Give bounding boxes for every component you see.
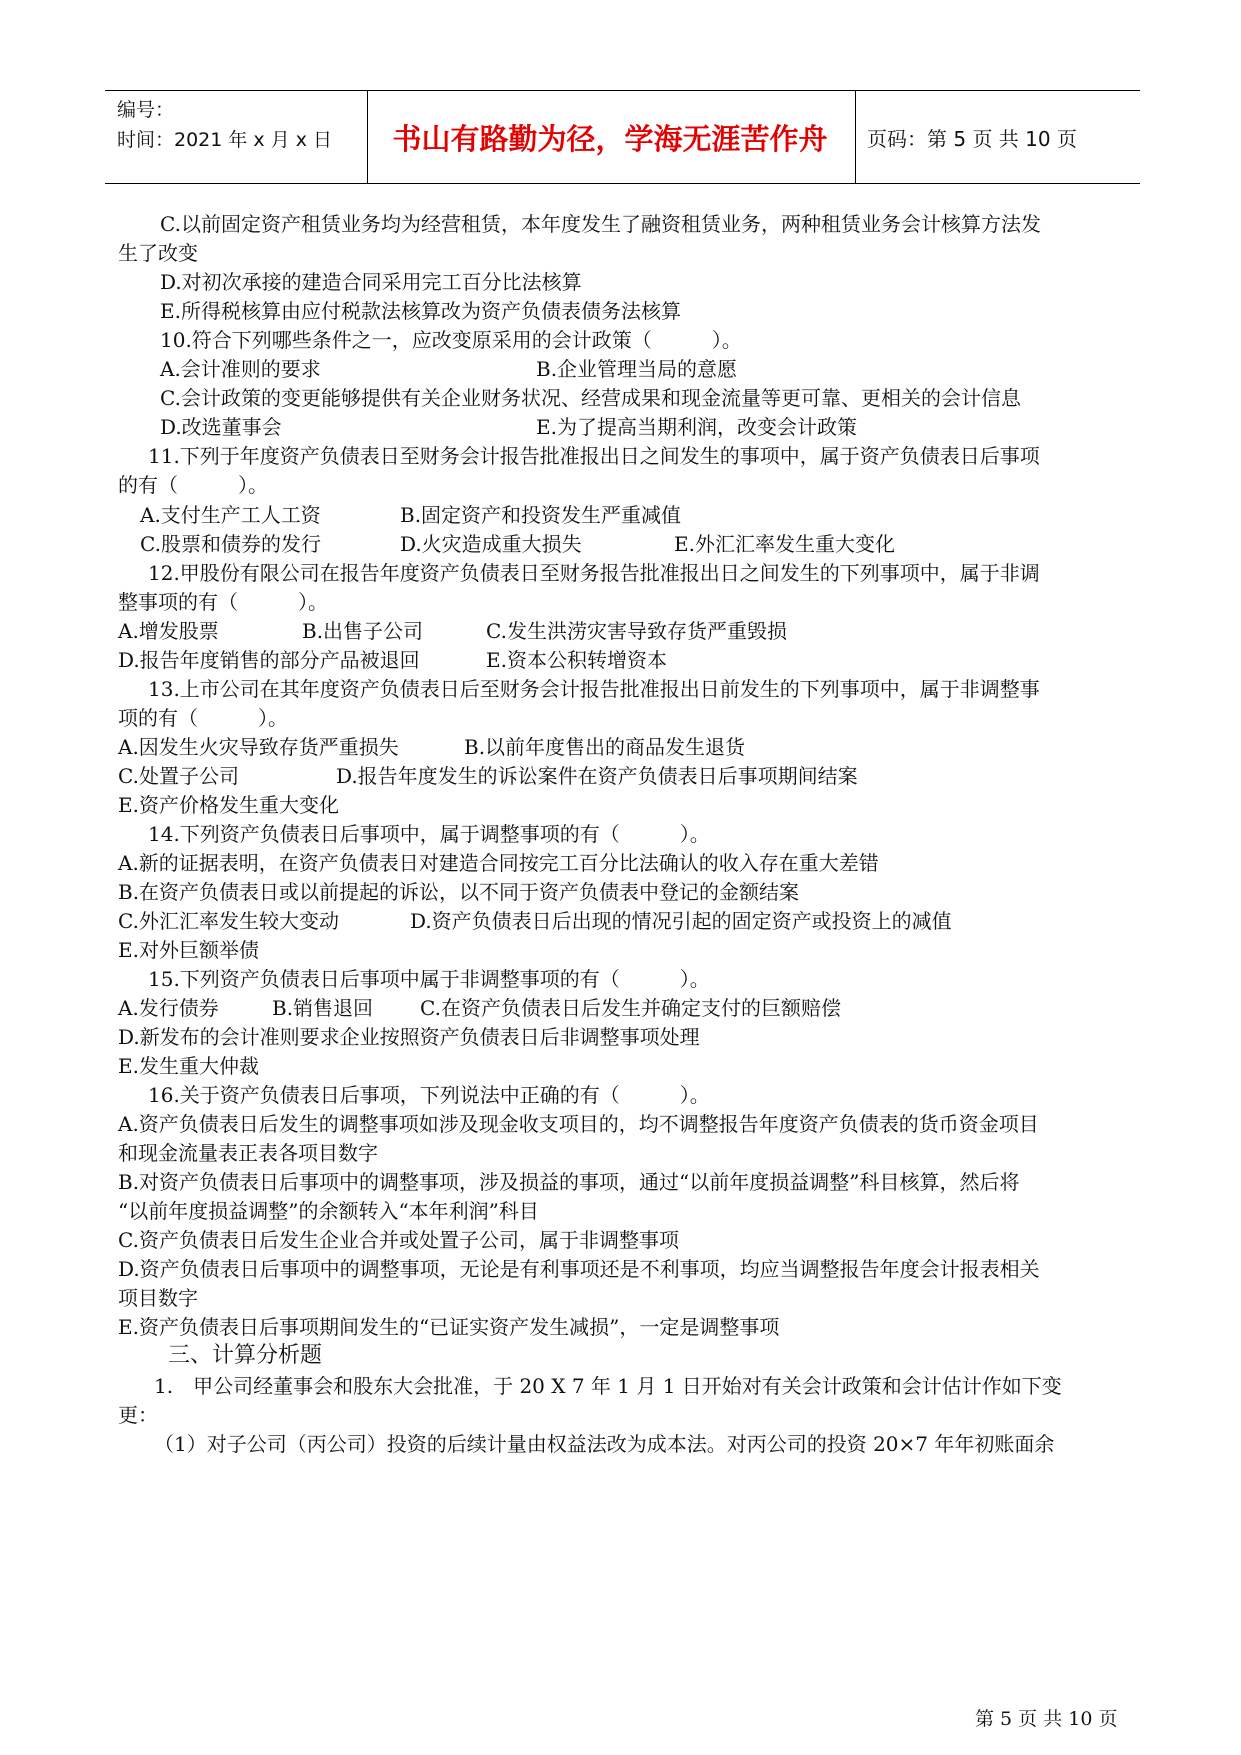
text-line: “以前年度损益调整”的余额转入“本年利润”科目 (118, 1199, 539, 1223)
document-time-label: 时间：2021 年 x 月 x 日 (117, 129, 333, 151)
calc-question-1: 1. 甲公司经董事会和股东大会批准，于 20 X 7 年 1 月 1 日开始对有关会计政策和会计估计作如下变 (154, 1374, 1062, 1398)
option: D.改选董事会 (160, 415, 282, 439)
question-10: 10.符合下列哪些条件之一，应改变原采用的会计政策（ ）。 (160, 328, 742, 352)
option: B.出售子公司 (302, 619, 424, 643)
text-line: 更： (118, 1403, 158, 1427)
option: C.外汇汇率发生较大变动 (118, 909, 339, 933)
page-header (105, 90, 1140, 184)
option: A.发行债券 (118, 996, 219, 1020)
option: E.为了提高当期利润，改变会计政策 (536, 415, 857, 439)
option: B.以前年度售出的商品发生退货 (464, 735, 746, 759)
question-14: 14.下列资产负债表日后事项中，属于调整事项的有（ ）。 (148, 822, 710, 846)
option: C.处置子公司 (118, 764, 239, 788)
option: A.会计准则的要求 (160, 357, 321, 381)
document-number-label: 编号： (117, 99, 175, 121)
option: B.销售退回 (272, 996, 374, 1020)
header-meta (117, 95, 332, 155)
header-motto: 书山有路勤为径，学海无涯苦作舟 (392, 121, 828, 156)
option: E.发生重大仲裁 (118, 1054, 259, 1078)
option: B.在资产负债表日或以前提起的诉讼，以不同于资产负债表中登记的金额结案 (118, 880, 800, 904)
page-footer: 第 5 页 共 10 页 (975, 1708, 1118, 1730)
option: D.资产负债表日后出现的情况引起的固定资产或投资上的减值 (410, 909, 952, 933)
option: B.对资产负债表日后事项中的调整事项，涉及损益的事项，通过“以前年度损益调整”科目核算，然后将 (118, 1170, 1020, 1194)
text-line: 和现金流量表正表各项目数字 (118, 1141, 378, 1165)
text-line: 生了改变 (118, 241, 198, 265)
option: E.外汇汇率发生重大变化 (674, 532, 895, 556)
option: E.资产价格发生重大变化 (118, 793, 339, 817)
option: C.在资产负债表日后发生并确定支付的巨额赔偿 (420, 996, 841, 1020)
option: D.新发布的会计准则要求企业按照资产负债表日后非调整事项处理 (118, 1025, 700, 1049)
header-page-number: 页码：第 5 页 共 10 页 (867, 126, 1077, 151)
header-divider (855, 91, 856, 183)
text-line: 项的有（ ）。 (118, 706, 288, 730)
text-line: E.所得税核算由应付税款法核算改为资产负债表债务法核算 (160, 299, 681, 323)
option: A.支付生产工人工资 (140, 503, 321, 527)
option: A.增发股票 (118, 619, 219, 643)
option: A.资产负债表日后发生的调整事项如涉及现金收支项目的，均不调整报告年度资产负债表的货币资金项目 (118, 1112, 1039, 1136)
option: D.资产负债表日后事项中的调整事项，无论是有利事项还是不利事项，均应当调整报告年度会计报表相关 (118, 1257, 1040, 1281)
option: D.报告年度销售的部分产品被退回 (118, 648, 420, 672)
question-15: 15.下列资产负债表日后事项中属于非调整事项的有（ ）。 (148, 967, 710, 991)
text-line: 整事项的有（ ）。 (118, 590, 328, 614)
question-13: 13.上市公司在其年度资产负债表日后至财务会计报告批准报出日前发生的下列事项中，属于非调整事 (148, 677, 1040, 701)
option: B.企业管理当局的意愿 (536, 357, 738, 381)
text-line: D.对初次承接的建造合同采用完工百分比法核算 (160, 270, 582, 294)
text-line: （1）对子公司（丙公司）投资的后续计量由权益法改为成本法。对丙公司的投资 20×7 年年初账面余 (154, 1432, 1055, 1456)
option: E.资产负债表日后事项期间发生的“已证实资产发生减损”，一定是调整事项 (118, 1315, 780, 1339)
text-line: 的有（ ）。 (118, 473, 268, 497)
option: C.会计政策的变更能够提供有关企业财务状况、经营成果和现金流量等更可靠、更相关的会计信息 (160, 386, 1021, 410)
option: A.新的证据表明，在资产负债表日对建造合同按完工百分比法确认的收入存在重大差错 (118, 851, 879, 875)
question-11: 11.下列于年度资产负债表日至财务会计报告批准报出日之间发生的事项中，属于资产负债表日后事项 (148, 444, 1040, 468)
option: B.固定资产和投资发生严重减值 (400, 503, 682, 527)
option: C.资产负债表日后发生企业合并或处置子公司，属于非调整事项 (118, 1228, 679, 1252)
section-heading: 三、计算分析题 (168, 1343, 323, 1368)
option: C.发生洪涝灾害导致存货严重毁损 (486, 619, 787, 643)
option: A.因发生火灾导致存货严重损失 (118, 735, 399, 759)
option: E.对外巨额举债 (118, 938, 259, 962)
option: D.火灾造成重大损失 (400, 532, 582, 556)
question-12: 12.甲股份有限公司在报告年度资产负债表日至财务报告批准报出日之间发生的下列事项中，属于非调 (148, 561, 1040, 585)
text-line: 项目数字 (118, 1286, 198, 1310)
text-line: C.以前固定资产租赁业务均为经营租赁，本年度发生了融资租赁业务，两种租赁业务会计核算方法发 (160, 212, 1041, 236)
question-16: 16.关于资产负债表日后事项，下列说法中正确的有（ ）。 (148, 1083, 710, 1107)
option: D.报告年度发生的诉讼案件在资产负债表日后事项期间结案 (336, 764, 858, 788)
option: C.股票和债券的发行 (140, 532, 321, 556)
option: E.资本公积转增资本 (486, 648, 667, 672)
